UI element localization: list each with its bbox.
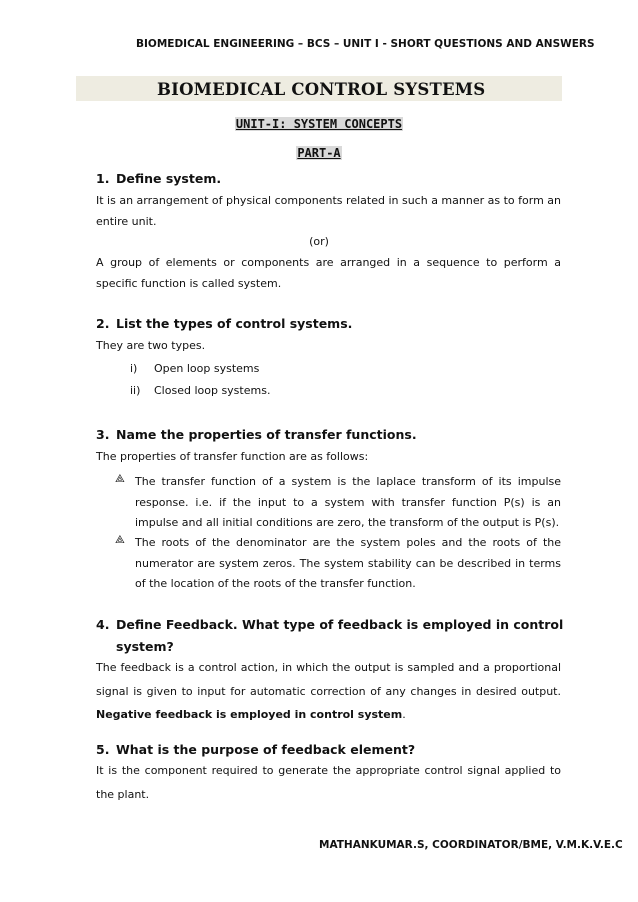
question-3	[96, 427, 417, 442]
list-item-text: Closed loop systems.	[154, 384, 271, 397]
running-footer: MATHANKUMAR.S, COORDINATOR/BME, V.M.K.V.E.C	[319, 839, 623, 851]
bullet-arrow-icon: ⟁	[115, 533, 125, 546]
question-2	[96, 316, 352, 331]
q4-answer-line-3	[96, 704, 561, 725]
q5-answer-line-2: the plant.	[96, 788, 150, 801]
list-item-roman: i)	[130, 362, 138, 375]
question-5	[96, 742, 415, 757]
q4-answer-end: .	[402, 708, 406, 721]
part-heading	[0, 142, 638, 161]
q1-answer-line-4: specific function is called system.	[96, 277, 282, 290]
question-4-text-line-1: Define Feedback. What type of feedback is employed in control	[116, 617, 564, 632]
bullet-arrow-icon: ⟁	[115, 472, 125, 485]
q4-answer-line-2: signal is given to input for automatic correction of any changes in desired output.	[96, 685, 561, 698]
question-1-text: Define system.	[116, 171, 222, 186]
q1-answer-line-1: It is an arrangement of physical components related in such a manner as to form an	[96, 194, 561, 207]
q2-intro: They are two types.	[96, 339, 206, 352]
list-item-roman: ii)	[130, 384, 141, 397]
list-item	[130, 362, 259, 375]
question-4-number: 4.	[96, 617, 110, 632]
question-4	[96, 617, 563, 632]
question-3-text: Name the properties of transfer functions.	[116, 427, 417, 442]
bullet-text: The roots of the denominator are the system poles and the roots of the numerator are system zeros. The system stability can be described in terms of the location of the roots of the transfer function.	[135, 536, 561, 590]
q5-answer-line-1: It is the component required to generate the appropriate control signal applied to	[96, 764, 561, 777]
question-5-number: 5.	[96, 742, 110, 757]
q1-answer-line-2: entire unit.	[96, 215, 157, 228]
question-1	[96, 171, 221, 186]
question-2-text: List the types of control systems.	[116, 316, 353, 331]
unit-heading	[0, 113, 638, 132]
q3-intro: The properties of transfer function are as follows:	[96, 450, 369, 463]
question-1-number: 1.	[96, 171, 110, 186]
list-item-text: Open loop systems	[154, 362, 260, 375]
q4-answer-line-1: The feedback is a control action, in which the output is sampled and a proportional	[96, 661, 561, 674]
unit-heading-text: UNIT-I: SYSTEM CONCEPTS	[235, 117, 403, 131]
q4-answer-bold: Negative feedback is employed in control system	[96, 708, 403, 721]
bullet-text: The transfer function of a system is the laplace transform of its impulse response. i.e. if the input to a system with transfer function P(s) is an impulse and all initial conditions are zero, the transform of the output is P(s).	[135, 475, 561, 529]
question-3-number: 3.	[96, 427, 110, 442]
question-5-text: What is the purpose of feedback element?	[116, 742, 416, 757]
q1-or-separator: (or)	[309, 235, 329, 248]
running-header: BIOMEDICAL ENGINEERING – BCS – UNIT I - SHORT QUESTIONS AND ANSWERS	[136, 38, 595, 50]
question-2-number: 2.	[96, 316, 110, 331]
document-title: BIOMEDICAL CONTROL SYSTEMS	[157, 80, 486, 99]
q1-answer-line-3: A group of elements or components are arranged in a sequence to perform a	[96, 256, 561, 269]
part-heading-text: PART-A	[297, 146, 341, 160]
list-item	[130, 384, 270, 397]
question-4-text-line-2: system?	[116, 639, 174, 654]
